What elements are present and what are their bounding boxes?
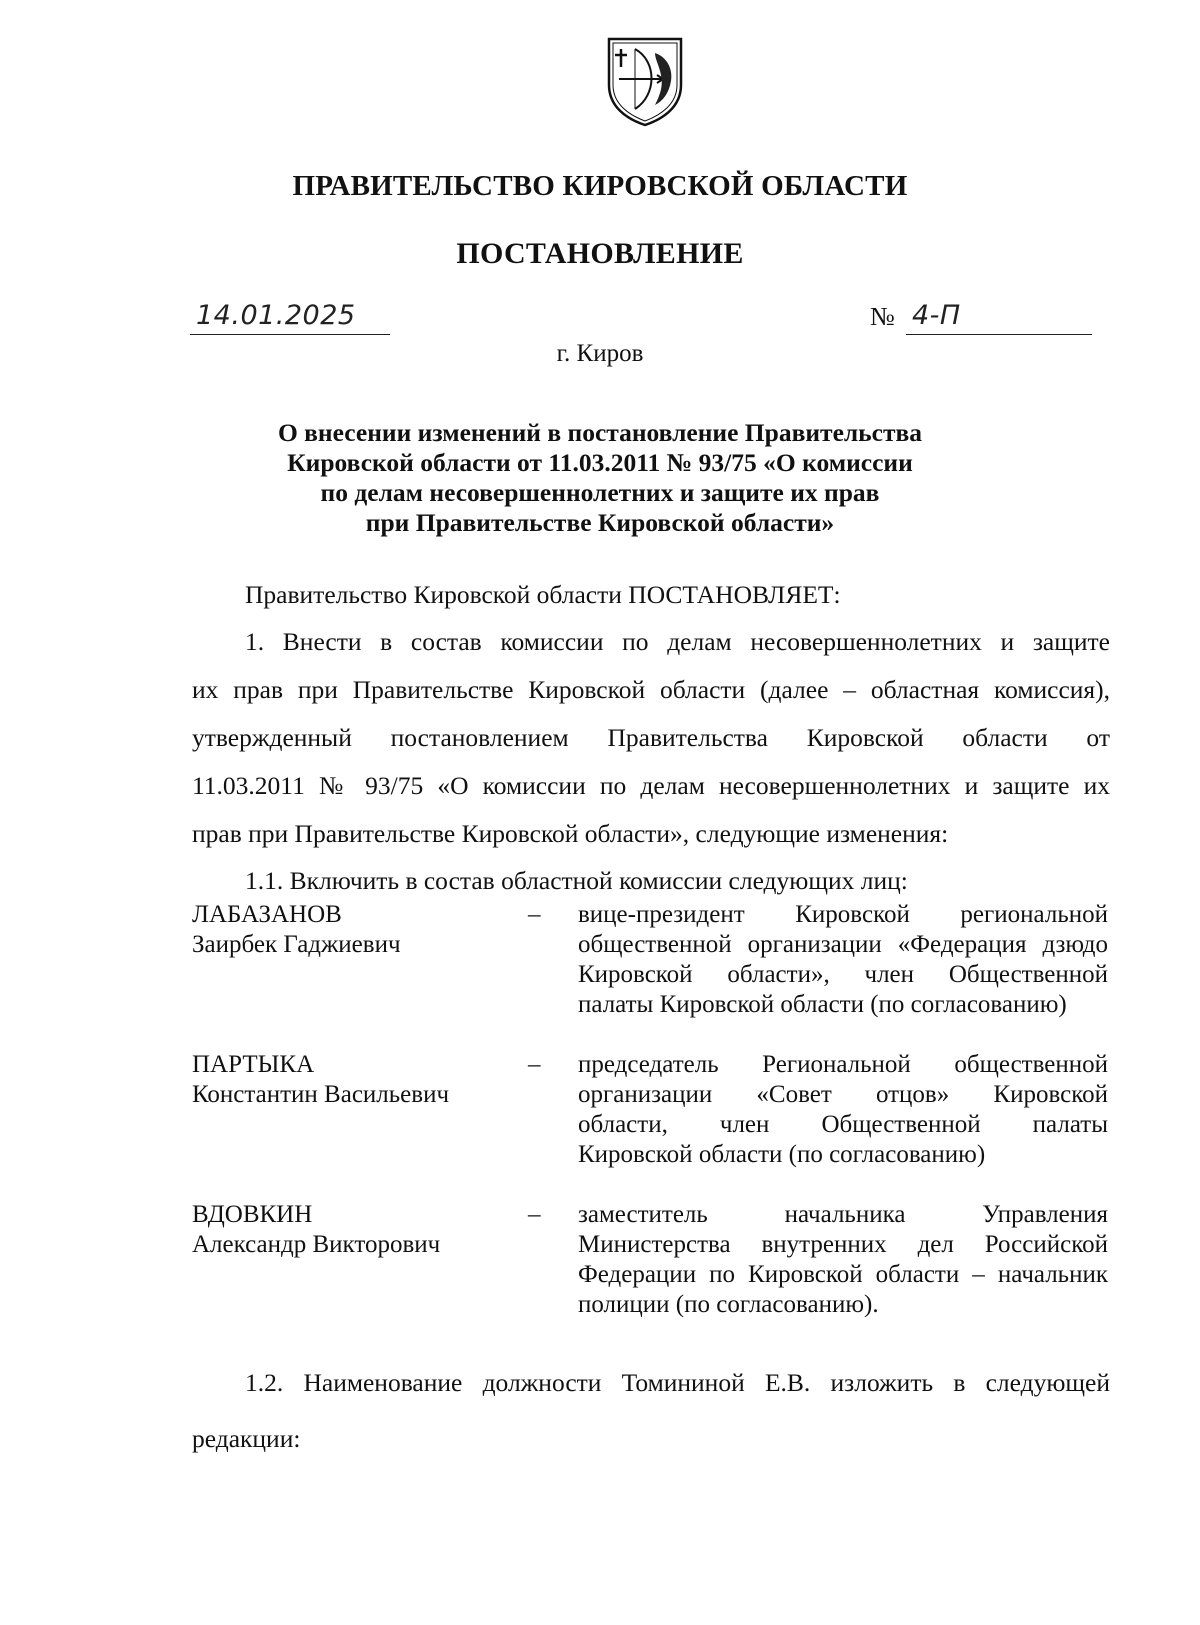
member-surname: ВДОВКИН — [192, 1201, 313, 1228]
paragraph-1-line: утвержденный постановлением Правительства Кировской области от — [192, 723, 1110, 752]
member-dash: – — [528, 1051, 541, 1078]
paragraph-1-2-line: 1.2. Наименование должности Томининой Е.В. изложить в следующей — [245, 1368, 1110, 1397]
member-role-line: председатель Региональной общественной — [578, 1051, 1108, 1078]
member-role-line: Кировской области (по согласованию) — [578, 1141, 986, 1168]
document-type: ПОСТАНОВЛЕНИЕ — [456, 237, 744, 270]
paragraph-1-2-line: редакции: — [192, 1424, 301, 1453]
member-dash: – — [528, 1201, 541, 1228]
member-role-line: заместитель начальника Управления — [578, 1201, 1108, 1228]
member-given-names: Александр Викторович — [192, 1231, 441, 1258]
handwritten-date: 14.01.2025 — [196, 300, 356, 331]
coat-of-arms-emblem — [605, 35, 685, 127]
member-role-line: палаты Кировской области (по согласованию) — [578, 991, 1067, 1018]
member-role-line: организации «Совет отцов» Кировской — [578, 1081, 1108, 1108]
member-role-line: Кировской области», член Общественной — [578, 961, 1108, 988]
paragraph-1-line: прав при Правительстве Кировской области», следующие изменения: — [192, 819, 949, 848]
paragraph-1-1: 1.1. Включить в состав областной комиссии следующих лиц: — [245, 866, 908, 895]
number-field — [906, 300, 1092, 335]
member-role-line: полиции (по согласованию). — [578, 1291, 879, 1318]
document-title — [0, 418, 1200, 538]
paragraph-1-line: 1. Внести в состав комиссии по делам несовершеннолетних и защите — [245, 627, 1110, 656]
intro-paragraph: Правительство Кировской области ПОСТАНОВЛЯЕТ: — [245, 580, 841, 609]
member-given-names: Заирбек Гаджиевич — [192, 931, 401, 958]
number-sign: № — [870, 302, 895, 331]
member-surname: ПАРТЫКА — [192, 1051, 315, 1078]
title-line: по делам несовершеннолетних и защите их прав — [320, 478, 880, 507]
title-line: О внесении изменений в постановление Правительства — [277, 418, 923, 447]
title-line: при Правительстве Кировской области» — [365, 508, 835, 537]
organization-name: ПРАВИТЕЛЬСТВО КИРОВСКОЙ ОБЛАСТИ — [292, 170, 908, 202]
member-role-line: Федерации по Кировской области – начальник — [578, 1261, 1108, 1288]
paragraph-1-line: 11.03.2011 № 93/75 «О комиссии по делам несовершеннолетних и защите их — [192, 771, 1110, 800]
handwritten-number: 4-П — [912, 300, 961, 331]
title-line: Кировской области от 11.03.2011 № 93/75 «О комиссии — [287, 448, 913, 477]
member-surname: ЛАБАЗАНОВ — [192, 901, 342, 928]
member-role-line: вице-президент Кировской региональной — [578, 901, 1108, 928]
member-role-line: области, член Общественной палаты — [578, 1111, 1108, 1138]
member-given-names: Константин Васильевич — [192, 1081, 450, 1108]
member-role-line: общественной организации «Федерация дзюдо — [578, 931, 1108, 958]
member-role-line: Министерства внутренних дел Российской — [578, 1231, 1108, 1258]
paragraph-1-line: их прав при Правительстве Кировской области (далее – областная комиссия), — [192, 675, 1110, 704]
city: г. Киров — [556, 340, 644, 367]
date-field — [190, 300, 390, 335]
member-dash: – — [528, 901, 541, 928]
